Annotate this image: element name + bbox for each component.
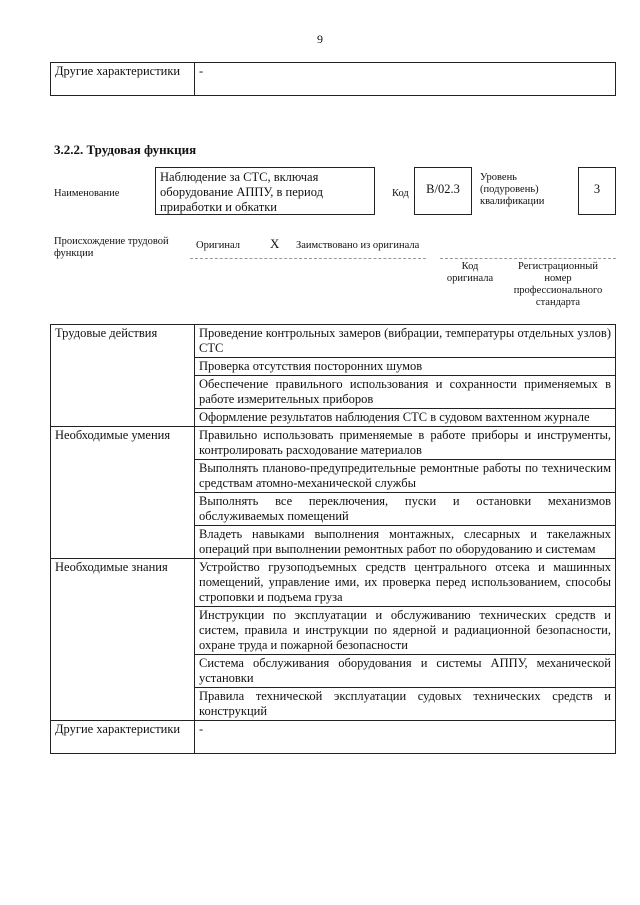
origin-mark: X [270,236,280,251]
function-code: В/02.3 [414,167,472,215]
origin-divider [190,258,426,259]
code-label: Код [392,188,409,199]
table-cell: Проведение контрольных замеров (вибрации, температуры отдельных узлов) СТС [195,325,616,358]
name-label: Наименование [54,188,120,199]
code-original-label: Код оригинала [446,261,494,284]
page-number: 9 [317,32,323,46]
reg-number-label: Регистрационный номер профессионального стандарта [513,261,603,308]
table-cell: Оформление результатов наблюдения СТС в судовом вахтенном журнале [195,409,616,427]
required-skills-label: Необходимые умения [51,427,195,559]
function-details-table [50,324,616,754]
origin-divider-right [440,258,616,259]
table-cell: Правильно использовать применяемые в работе приборы и инструменты, контролировать расходование материалов [195,427,616,460]
table-cell: Выполнять все переключения, пуски и остановки механизмов обслуживаемых помещений [195,493,616,526]
table-cell: Выполнять планово-предупредительные ремонтные работы по техническим средствам атомно-механической службы [195,460,616,493]
table-cell: Система обслуживания оборудования и системы АППУ, механической установки [195,655,616,688]
table-cell: Проверка отсутствия посторонних шумов [195,358,616,376]
table-cell: Устройство грузоподъемных средств центрального отсека и машинных помещений, управление ими, их проверка перед использованием, способы строповки и подъема груза [195,559,616,607]
function-name: Наблюдение за СТС, включая оборудование АППУ, в период приработки и обкатки [155,167,375,215]
other-characteristics-value: - [195,63,616,96]
qualification-level: 3 [578,167,616,215]
origin-original: Оригинал [196,240,240,251]
other-characteristics-label-2: Другие характеристики [51,721,195,754]
table-cell: Инструкции по эксплуатации и обслуживанию технических средств и систем, правила и инструкции по ядерной и радиационной безопасности, охране труда и пожарной безопасности [195,607,616,655]
other-characteristics-label: Другие характеристики [51,63,195,96]
table-cell: Владеть навыками выполнения монтажных, слесарных и такелажных операций при выполнении ремонтных работ по оборудованию и системам [195,526,616,559]
required-knowledge-label: Необходимые знания [51,559,195,721]
other-characteristics-table [50,62,616,96]
table-cell: - [195,721,616,754]
labor-actions-label: Трудовые действия [51,325,195,427]
origin-label: Происхождение трудовой функции [54,236,169,259]
table-cell: Правила технической эксплуатации судовых технических средств и конструкций [195,688,616,721]
level-label: Уровень (подуровень) квалификации [480,172,545,207]
section-title: 3.2.2. Трудовая функция [54,142,197,157]
origin-borrowed: Заимствовано из оригинала [296,240,420,251]
table-cell: Обеспечение правильного использования и сохранности применяемых в работе измерительных приборов [195,376,616,409]
